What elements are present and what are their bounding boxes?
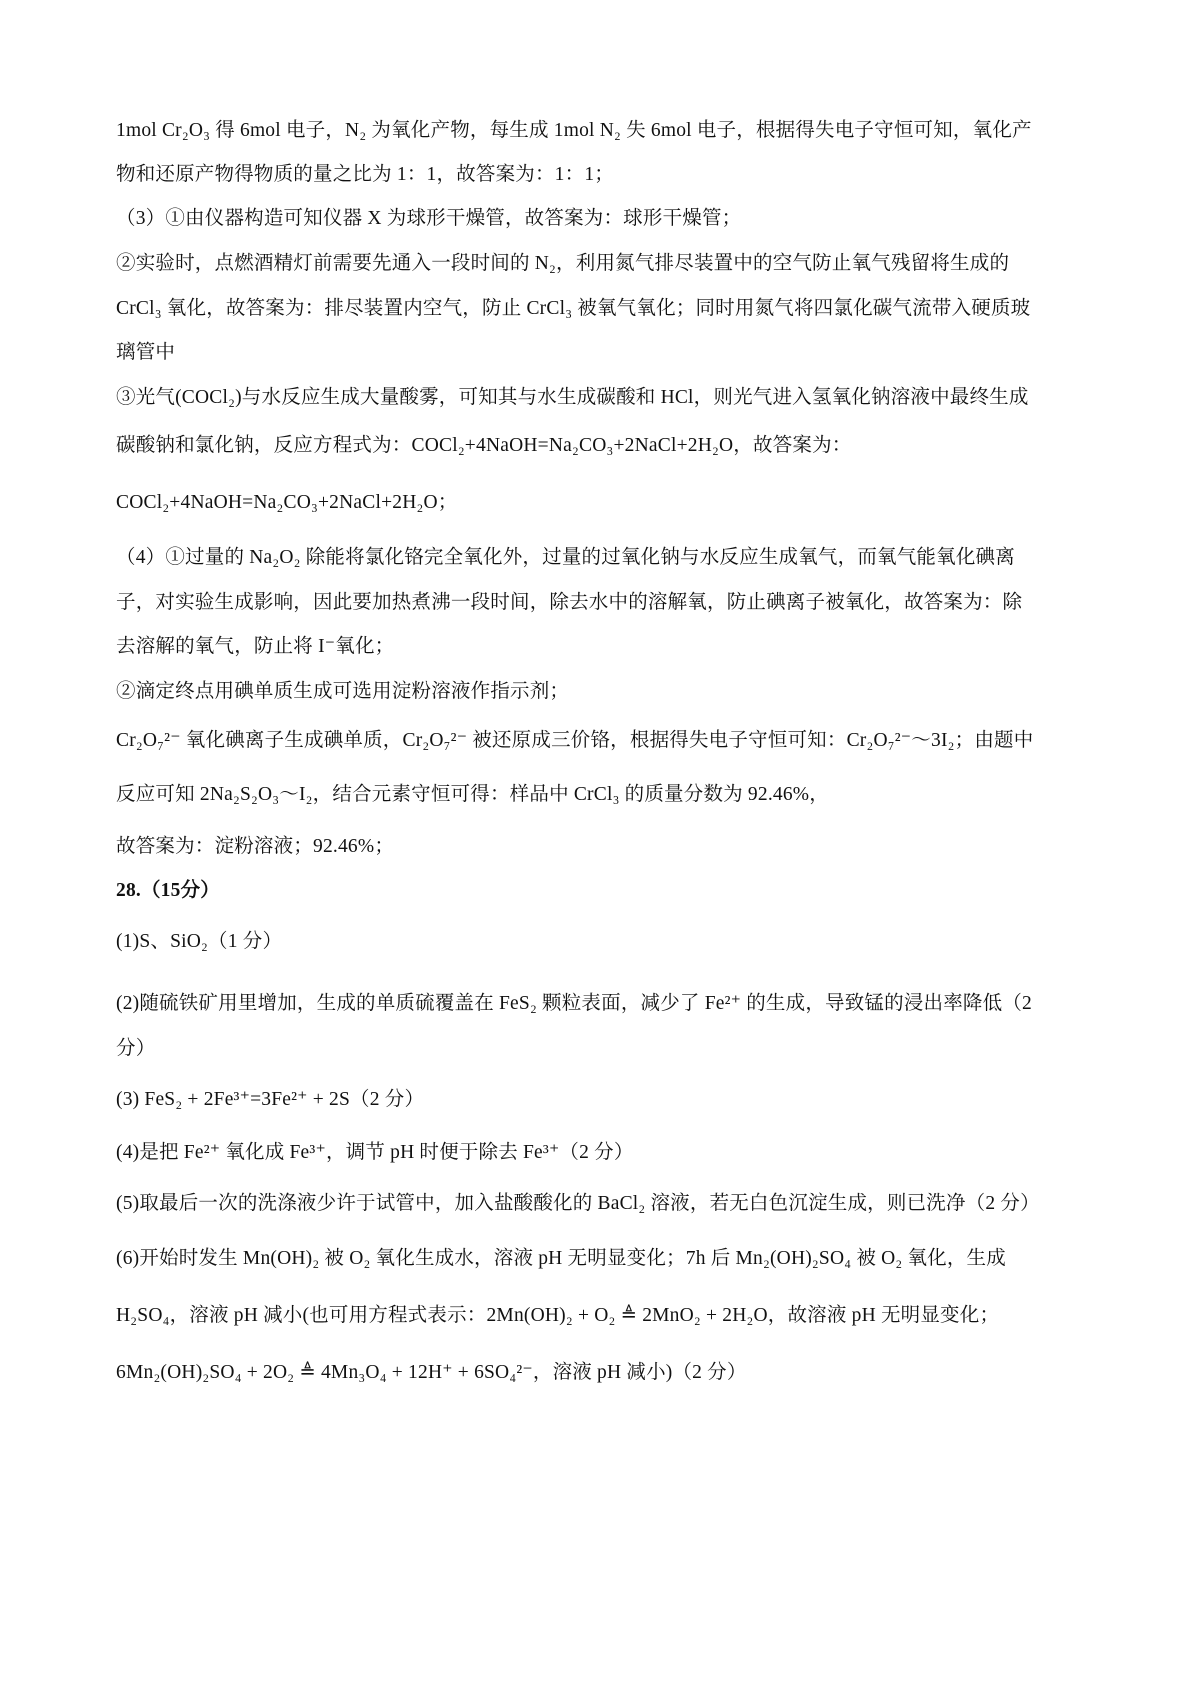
text-line: 物和还原产物得物质的量之比为 1：1，故答案为：1：1； [116, 164, 614, 185]
answer-line: (6)开始时发生 Mn(OH)₂ 被 O₂ 氧化生成水，溶液 pH 无明显变化；7h 后 Mn₂(OH)₂SO₄ 被 O₂ 氧化，生成 [116, 1248, 1006, 1269]
equation-line: COCl₂+4NaOH=Na₂CO₃+2NaCl+2H₂O； [116, 492, 458, 513]
answer-line: (4)是把 Fe²⁺ 氧化成 Fe³⁺，调节 pH 时便于除去 Fe³⁺（2 分） [116, 1142, 634, 1163]
answer-line: (1)S、SiO₂（1 分） [116, 931, 283, 952]
text-line: 碳酸钠和氯化钠，反应方程式为：COCl₂+4NaOH=Na₂CO₃+2NaCl+2H₂O，故答案为： [116, 435, 852, 456]
question-heading: 28.（15分） [116, 880, 220, 901]
text-line: CrCl₃ 氧化，故答案为：排尽装置内空气，防止 CrCl₃ 被氧气氧化；同时用氮气将四氯化碳气流带入硬质玻 [116, 298, 1031, 319]
text-line: 故答案为：淀粉溶液；92.46%； [116, 836, 395, 857]
text-line: Cr₂O₇²⁻ 氧化碘离子生成碘单质，Cr₂O₇²⁻ 被还原成三价铬，根据得失电子守恒可知：Cr₂O₇²⁻～3I₂；由题中 [116, 730, 1034, 751]
text-line: （4）①过量的 Na₂O₂ 除能将氯化铬完全氧化外，过量的过氧化钠与水反应生成氧气，而氧气能氧化碘离 [116, 547, 1015, 568]
text-line: 1mol Cr₂O₃ 得 6mol 电子，N₂ 为氧化产物，每生成 1mol N₂ 失 6mol 电子，根据得失电子守恒可知，氧化产 [116, 120, 1032, 141]
answer-line: H₂SO₄，溶液 pH 减小(也可用方程式表示：2Mn(OH)₂ + O₂ ≜ 2MnO₂ + 2H₂O，故溶液 pH 无明显变化； [116, 1305, 1000, 1326]
answer-line: 6Mn₂(OH)₂SO₄ + 2O₂ ≜ 4Mn₃O₄ + 12H⁺ + 6SO₄²⁻，溶液 pH 减小)（2 分） [116, 1362, 747, 1383]
text-line: 璃管中 [116, 342, 176, 363]
text-line: ③光气(COCl₂)与水反应生成大量酸雾，可知其与水生成碳酸和 HCl，则光气进入氢氧化钠溶液中最终生成 [116, 387, 1029, 408]
answer-line: (5)取最后一次的洗涤液少许于试管中，加入盐酸酸化的 BaCl₂ 溶液，若无白色沉淀生成，则已洗净（2 分） [116, 1193, 1040, 1214]
answer-line: 分） [116, 1038, 156, 1059]
text-line: 反应可知 2Na₂S₂O₃～I₂，结合元素守恒可得：样品中 CrCl₃ 的质量分数为 92.46%， [116, 784, 829, 805]
answer-line: (2)随硫铁矿用里增加，生成的单质硫覆盖在 FeS₂ 颗粒表面，减少了 Fe²⁺ 的生成，导致锰的浸出率降低（2 [116, 993, 1032, 1014]
answer-line: (3) FeS₂ + 2Fe³⁺=3Fe²⁺ + 2S（2 分） [116, 1089, 425, 1110]
text-line: （3）①由仪器构造可知仪器 X 为球形干燥管，故答案为：球形干燥管； [116, 208, 742, 229]
text-line: ②实验时，点燃酒精灯前需要先通入一段时间的 N₂，利用氮气排尽装置中的空气防止氧气残留将生成的 [116, 253, 1010, 274]
text-line: ②滴定终点用碘单质生成可选用淀粉溶液作指示剂； [116, 681, 570, 702]
text-line: 去溶解的氧气，防止将 I⁻氧化； [116, 636, 395, 657]
text-line: 子，对实验生成影响，因此要加热煮沸一段时间，除去水中的溶解氧，防止碘离子被氧化，故答案为：除 [116, 592, 1023, 613]
